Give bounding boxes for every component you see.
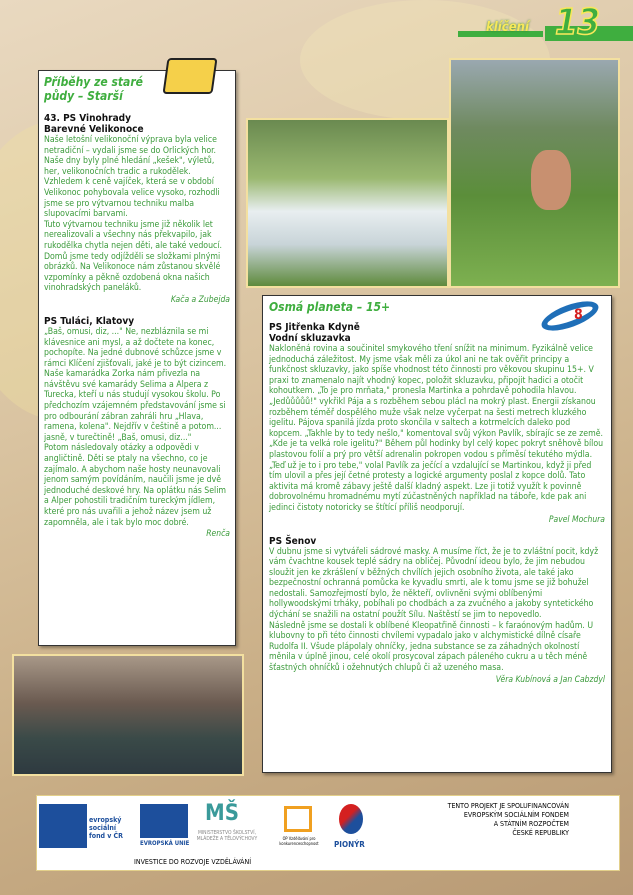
logo-number: 8: [574, 307, 583, 323]
funding-line: A STÁTNÍM ROZPOČTEM: [493, 820, 569, 828]
article-heading: PS Tuláci, Klatovy: [44, 315, 135, 327]
pionyr-label: PIONÝR: [334, 840, 365, 849]
article-paragraph: V dubnu jsme si vytvářeli sádrové masky. A musíme říct, že je to zvláštní pocit, když vám čvachtne kousek teplé sádry na obličej. Původní ideou bylo, že jim nebudou sloužit jen ke zkrášlení v běžných chvílích jejich osobního života, ale také jako bezpečnostní ochranná pomůcka ke kyvadlu smrti, ale k tomu jsme se již bohužel nedostali. Samozřejmostí bylo, že někteří, ovlivněni svými oblíbenými hollywoodskými trháky, pobíhali po chodbách a za zvučného a jakoby syntetického dýchání se snažili na ostatní použít Sílu. Naštěstí se jim to nepovedlo.: [269, 546, 599, 621]
article-paragraph: Následně jsme se dostali k oblíbené Kleopatřině činnosti – k faraónovým hadům. U klubovny to při této činnosti chvílemi vypadalo jako v alchymistické dílně císaře Rudolfa II. Všude plápolaly ohníčky, jedna substance se za záhadných okolností měnila v úplně jinou, celé okolí prosycoval zápach páleného cukru a u těch méně šťastných ohníčků i ožehnutých chlupů či až uzeného masa.: [269, 620, 594, 674]
article-author: Kača a Zubejda: [170, 294, 230, 305]
esf-logo: [39, 804, 87, 848]
article-heading: PS Jitřenka Kdyně: [269, 322, 360, 333]
article-author: Pavel Mochura: [548, 514, 605, 525]
section-title: Příběhy ze staré půdy – Starší: [44, 75, 143, 103]
article-subheading: Barevné Velikonoce: [44, 124, 144, 135]
article-paragraph: Tuto výtvarnou techniku jsme již několik let nerealizovali a všechny nás překvapilo, jak rukodělka chytla nejen děti, ale také vedoucí. Domů jsme tedy odjížděli se složkami plnými obrázků. Na Velikonoce nám zůstanou skvělé vzpomínky a pěkně ozdobená okna našich vinohradských paneláků.: [44, 219, 222, 294]
right-column-box: [262, 295, 612, 773]
article-author: Renča: [206, 529, 230, 540]
page-header: [433, 0, 633, 50]
article-paragraph: „Baš, omusi, diz, ..." Ne, nezbláznila se mi klávesnice ani mysl, a až dočtete na konec, pochopíte. Na jedné dubnové schůzce jsme v rámci Klíčení zjišťovali, jaké je to být cizincem.: [44, 326, 227, 369]
funding-line: EVROPSKÝM SOCIÁLNÍM FONDEM: [463, 811, 569, 819]
tagline: INVESTICE DO ROZVOJE VZDĚLÁVÁNÍ: [134, 858, 252, 866]
footer-logos: [36, 795, 620, 871]
eu-label: EVROPSKÁ UNIE: [140, 840, 190, 847]
msmt-logo: MŠ: [205, 801, 239, 826]
pionyr-icon: [339, 804, 363, 834]
photo-jumper: [449, 58, 620, 288]
article: [269, 322, 605, 526]
funding-line: TENTO PROJEKT JE SPOLUFINANCOVÁN: [447, 802, 569, 810]
eu-flag: [140, 804, 188, 838]
funding-line: ČESKÉ REPUBLIKY: [512, 829, 569, 837]
chest-icon: [162, 58, 217, 94]
photo-slide: [246, 118, 449, 288]
article: [44, 316, 230, 540]
left-column-box: [38, 70, 236, 646]
op-label: OP Vzdělávání pro konkurenceschopnost: [279, 836, 319, 846]
article-paragraph: Potom následovaly otázky a odpovědi v angličtině. Děti se ptaly na všechno, co je zajímalo. A abychom naše hosty neunavovali jenom samým povídáním, naučili jsme je dvě jednoduché deskové hry. Na oplátku nás Selim a Alper pohostili tradičním tureckým jídlem, které pro nás uvařili a jehož název jsem už zapomněla, ale i tak bylo moc dobré.: [44, 443, 227, 528]
funding-statement: [448, 802, 569, 838]
page-number: 13: [555, 2, 601, 43]
esf-label: evropský sociální fond v ČR: [89, 816, 124, 840]
article-heading: 43. PS Vinohrady: [44, 113, 131, 124]
osma-planeta-logo: [540, 297, 606, 337]
article-author: Věra Kubínová a Jan Cabzdyl: [495, 674, 605, 685]
photo-masks: [12, 654, 244, 776]
op-logo: [284, 806, 312, 832]
section-name: klíčení: [486, 20, 529, 35]
article-heading: PS Šenov: [269, 535, 317, 547]
msmt-label: MINISTERSTVO ŠKOLSTVÍ, MLÁDEŽE A TĚLOVÝCHOVY: [196, 830, 258, 842]
article-paragraph: Naše kamarádka Zorka nám přivezla na návštěvu své kamarády Selima a Alpera z Turecka, kteří u nás studují vysokou školu. Po předchozím vzájemném představování jsme si pro odbourání zábran zahráli hru „Hlava, ramena, kolena". Nejdřív v češtině a potom... jasně, v turečtině! „Baš, omusi, diz...": [44, 369, 226, 443]
article-subheading: Vodní skluzavka: [269, 333, 351, 344]
article-paragraph: Nakloněná rovina a součinitel smykového tření snížit na minimum. Fyzikálně velice jednoduchá záležitost. My jsme však měli za úkol ani ne tak ověřit principy a funkčnost skluzavky, jako spíše vhodnost této činnosti pro věkovou skupinu 15+. V praxi to znamenalo najít vhodný kopec, položit skluzavku, připojit hadici a otočit kohoutkem. „To je pro mrňata," pronesla Martinka a pohrdavě pohodila hlavou. „Jedůůůůů!" vykřikl Pája a s rozběhem sebou plácl na mokrý plast. Energii získanou rozběhem téměř dospělého muže však nelze vyčerpat na šesti metrech kluzkého igelitu. Pájova spanilá jízda proto skončila v saltech a kotrmelcích daleko pod kopcem. „Takhle by to tedy nešlo," komentoval svůj výkon Pavlík, sbírajíc se ze země. „Kde je ta velká role igelitu?" Během půl hodinky byl celý kopec pokryt sněhově bílou plastovou folií a prý pro větší adrenalin pokropen vodou s příměsí tekutého mýdla. „Teď už je to i pro tebe," volal Pavlík za ječící a vzdalující se Martinkou, když ji před tím ulovil a přes její četné protesty a logické argumenty poslal z kopce dolů. Tato aktivita má kromě zábavy ještě další kladný aspekt. Lze ji totiž využít k povinně dobrovolnému hromadnému mytí zúčastněných například na táboře, kde pak ani jedinci čistoty notoricky se štítící příliš neodporují.: [269, 344, 604, 513]
section-title: Osmá planeta – 15+: [269, 300, 391, 314]
article: [269, 536, 605, 686]
article-paragraph: Naše letošní velikonoční výprava byla velice netradiční – vydali jsme se do Orlických hor. Naše dny byly plné hledání „kešek", výletů, her, velikonočních tradic a rukodělek. Vzhledem k ceně vajíček, která se v období Velikonoc pohybovala velice vysoko, rozhodli jsme se pro výtvarnou techniku malba slupovacími barvami.: [44, 135, 220, 220]
article: [44, 113, 230, 306]
